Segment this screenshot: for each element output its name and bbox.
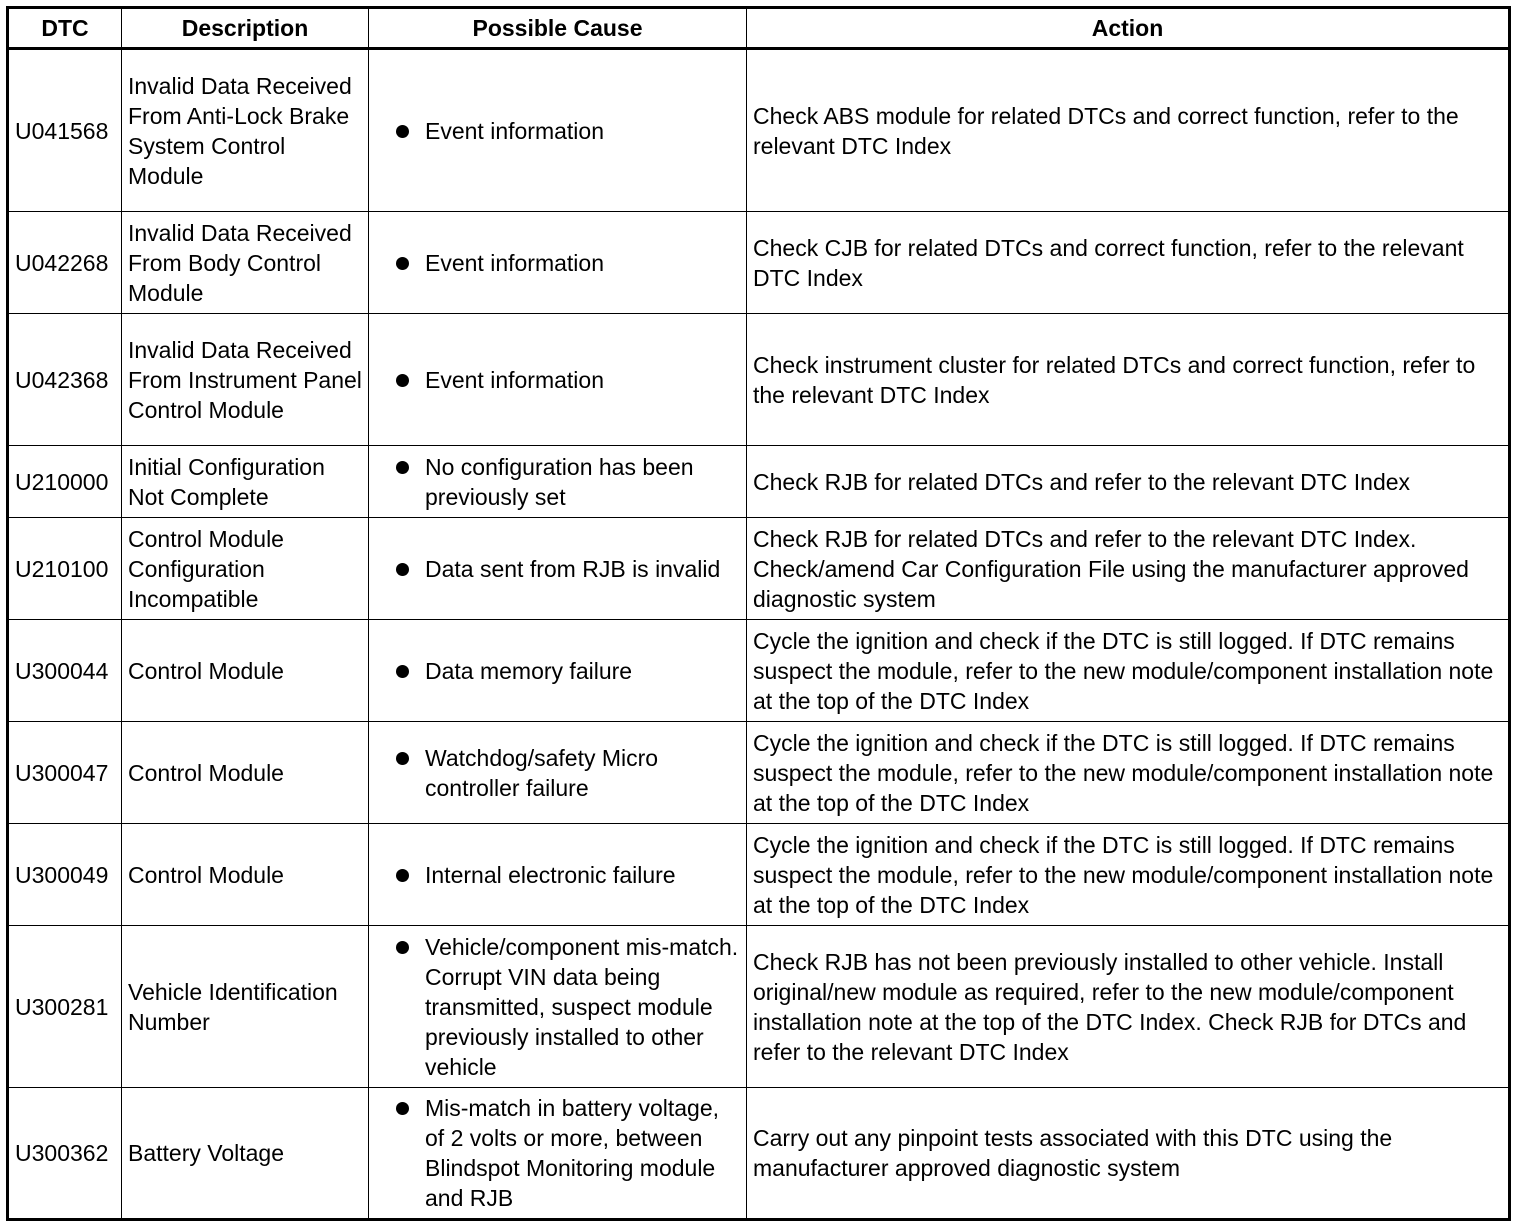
dtc-table [6, 6, 1511, 1221]
table-row [8, 722, 1510, 824]
cause-item: Mis-match in battery voltage, of 2 volts or more, between Blindspot Monitoring module and RJB [375, 1093, 741, 1213]
dtc-code: U210100 [8, 518, 122, 620]
dtc-description: Invalid Data Received From Instrument Panel Control Module [122, 314, 369, 446]
cause-item: Event information [375, 365, 741, 395]
table-header [8, 8, 1510, 49]
dtc-code: U300047 [8, 722, 122, 824]
action-text: Check RJB has not been previously installed to other vehicle. Install original/new module as required, refer to the new module/component installation note at the top of the DTC Index. Check RJB for DTCs and refer to the relevant DTC Index [747, 926, 1510, 1088]
table-row [8, 518, 1510, 620]
cause-list [375, 248, 741, 278]
dtc-description: Vehicle Identification Number [122, 926, 369, 1088]
table-row [8, 1088, 1510, 1220]
cause-list [375, 554, 741, 584]
table-row [8, 49, 1510, 212]
header-dtc: DTC [8, 8, 122, 49]
dtc-code: U042368 [8, 314, 122, 446]
cause-item: Data sent from RJB is invalid [375, 554, 741, 584]
dtc-code: U042268 [8, 212, 122, 314]
table-row [8, 212, 1510, 314]
possible-cause-cell [369, 722, 747, 824]
cause-list [375, 656, 741, 686]
cause-list [375, 860, 741, 890]
dtc-code: U300049 [8, 824, 122, 926]
cause-item: Watchdog/safety Micro controller failure [375, 743, 741, 803]
cause-list [375, 1093, 741, 1213]
table-row [8, 824, 1510, 926]
dtc-code: U041568 [8, 49, 122, 212]
cause-list [375, 743, 741, 803]
action-text: Carry out any pinpoint tests associated with this DTC using the manufacturer approved diagnostic system [747, 1088, 1510, 1220]
header-description: Description [122, 8, 369, 49]
action-text: Check instrument cluster for related DTCs and correct function, refer to the relevant DTC Index [747, 314, 1510, 446]
dtc-code: U300044 [8, 620, 122, 722]
possible-cause-cell [369, 446, 747, 518]
table-row [8, 926, 1510, 1088]
possible-cause-cell [369, 518, 747, 620]
dtc-description: Control Module [122, 824, 369, 926]
header-row [8, 8, 1510, 49]
possible-cause-cell [369, 824, 747, 926]
cause-item: Data memory failure [375, 656, 741, 686]
dtc-code: U210000 [8, 446, 122, 518]
dtc-code: U300362 [8, 1088, 122, 1220]
header-action: Action [747, 8, 1510, 49]
cause-list [375, 116, 741, 146]
table-body [8, 49, 1510, 1220]
table-row [8, 446, 1510, 518]
dtc-description: Initial Configuration Not Complete [122, 446, 369, 518]
action-text: Cycle the ignition and check if the DTC is still logged. If DTC remains suspect the module, refer to the new module/component installation note at the top of the DTC Index [747, 824, 1510, 926]
cause-item: Event information [375, 116, 741, 146]
cause-list [375, 452, 741, 512]
possible-cause-cell [369, 926, 747, 1088]
header-possible-cause: Possible Cause [369, 8, 747, 49]
table-row [8, 314, 1510, 446]
possible-cause-cell [369, 620, 747, 722]
possible-cause-cell [369, 314, 747, 446]
cause-item: No configuration has been previously set [375, 452, 741, 512]
dtc-description: Invalid Data Received From Anti-Lock Brake System Control Module [122, 49, 369, 212]
cause-item: Event information [375, 248, 741, 278]
cause-list [375, 932, 741, 1082]
cause-item: Internal electronic failure [375, 860, 741, 890]
dtc-code: U300281 [8, 926, 122, 1088]
action-text: Check ABS module for related DTCs and correct function, refer to the relevant DTC Index [747, 49, 1510, 212]
possible-cause-cell [369, 212, 747, 314]
dtc-description: Battery Voltage [122, 1088, 369, 1220]
action-text: Cycle the ignition and check if the DTC is still logged. If DTC remains suspect the module, refer to the new module/component installation note at the top of the DTC Index [747, 722, 1510, 824]
possible-cause-cell [369, 49, 747, 212]
possible-cause-cell [369, 1088, 747, 1220]
dtc-description: Control Module [122, 620, 369, 722]
action-text: Check RJB for related DTCs and refer to the relevant DTC Index. Check/amend Car Configuration File using the manufacturer approved diagnostic system [747, 518, 1510, 620]
dtc-description: Control Module [122, 722, 369, 824]
cause-list [375, 365, 741, 395]
cause-item: Vehicle/component mis-match. Corrupt VIN data being transmitted, suspect module previously installed to other vehicle [375, 932, 741, 1082]
action-text: Check CJB for related DTCs and correct function, refer to the relevant DTC Index [747, 212, 1510, 314]
dtc-description: Invalid Data Received From Body Control Module [122, 212, 369, 314]
table-row [8, 620, 1510, 722]
action-text: Cycle the ignition and check if the DTC is still logged. If DTC remains suspect the module, refer to the new module/component installation note at the top of the DTC Index [747, 620, 1510, 722]
action-text: Check RJB for related DTCs and refer to the relevant DTC Index [747, 446, 1510, 518]
dtc-description: Control Module Configuration Incompatible [122, 518, 369, 620]
